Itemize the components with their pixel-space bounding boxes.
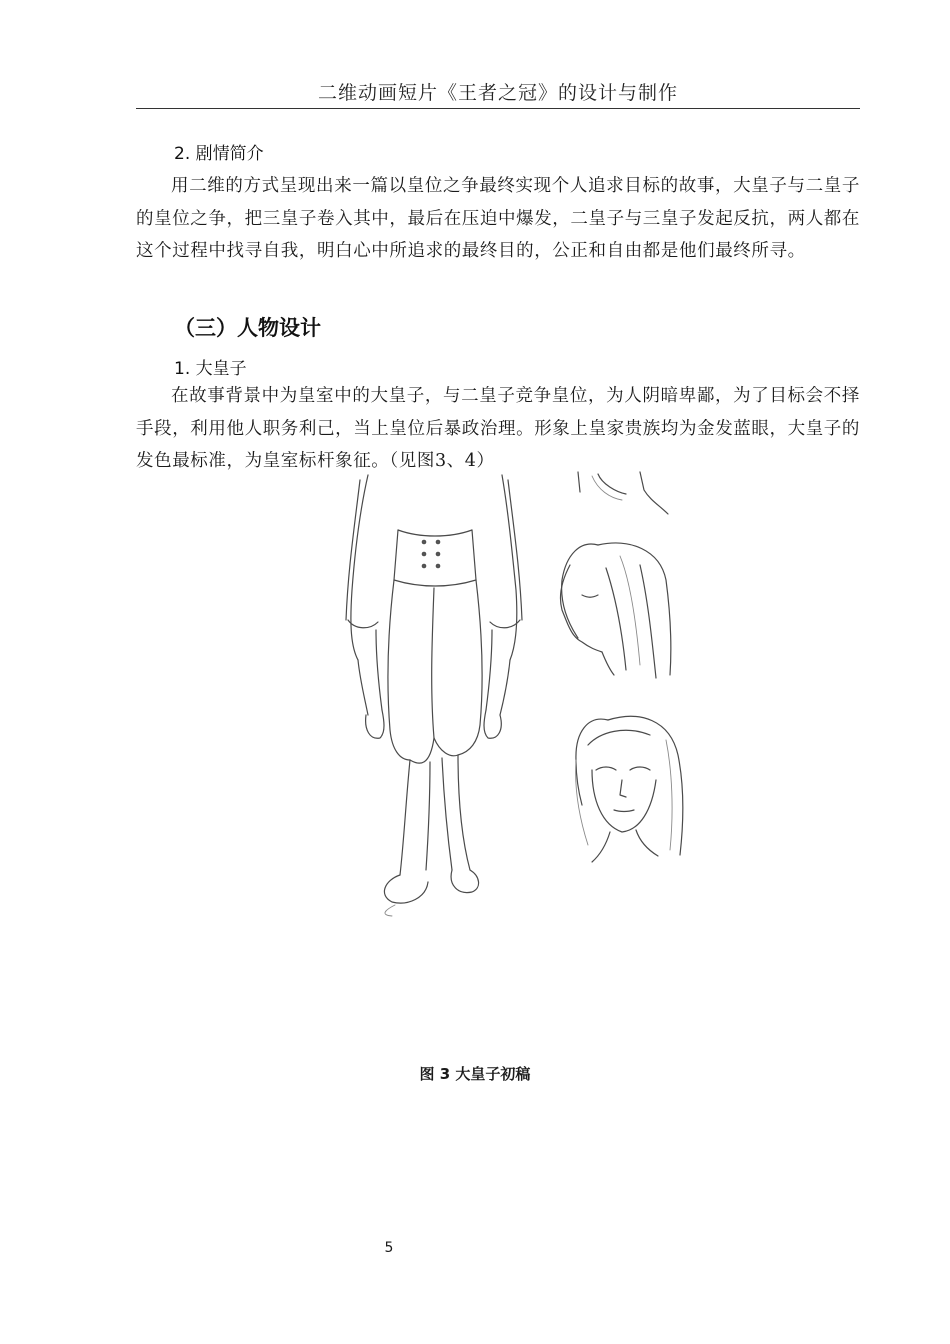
first-prince-paragraph: 在故事背景中为皇室中的大皇子，与二皇子竞争皇位，为人阴暗卑鄙，为了目标会不择手段，利用他人职务利己，当上皇位后暴政治理。形象上皇家贵族均为金发蓝眼，大皇子的发色最标准，为皇室标杆象征。（见图3、4） [136, 386, 860, 471]
profile-head-sketch [560, 543, 670, 678]
character-sketch-figure [330, 470, 700, 930]
character-design-heading: （三）人物设计 [174, 316, 321, 340]
first-prince-heading: 1. 大皇子 [174, 359, 247, 379]
plot-paragraph: 用二维的方式呈现出来一篇以皇位之争最终实现个人追求目标的故事，大皇子与二皇子的皇位之争，把三皇子卷入其中，最后在压迫中爆发，二皇子与三皇子发起反抗，两人都在这个过程中找寻自我，明白心中所追求的最终目的，公正和自由都是他们最终所寻。 [136, 176, 860, 261]
figure-caption: 图 3 大皇子初稿 [419, 1065, 531, 1083]
running-header: 二维动画短片《王者之冠》的设计与制作 [317, 82, 678, 104]
page-number: 5 [384, 1240, 394, 1256]
header-rule [136, 108, 860, 109]
front-head-sketch [576, 716, 683, 862]
character-sketch [330, 470, 700, 930]
plot-heading: 2. 剧情简介 [174, 144, 264, 164]
full-body-sketch [346, 475, 522, 916]
neck-sketch [578, 472, 668, 514]
